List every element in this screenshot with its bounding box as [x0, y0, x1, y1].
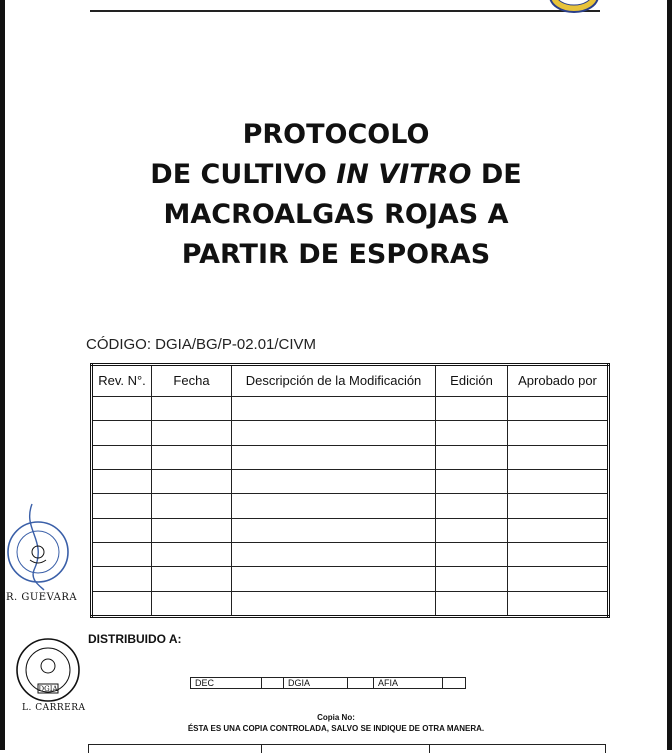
controlled-copy-notice: ÉSTA ES UNA COPIA CONTROLADA, SALVO SE INDIQUE DE OTRA MANERA.	[187, 724, 485, 733]
table-cell	[508, 518, 609, 542]
title-line-2-italic: IN VITRO	[336, 159, 472, 190]
table-row	[92, 469, 609, 493]
table-cell	[508, 567, 609, 591]
seal-stamp-guevara	[4, 500, 74, 592]
dist-cell-afia: AFIA	[374, 678, 443, 689]
table-cell	[232, 469, 436, 493]
table-cell	[508, 542, 609, 566]
table-cell	[508, 421, 609, 445]
table-cell	[232, 518, 436, 542]
table-row	[92, 567, 609, 591]
table-cell	[508, 445, 609, 469]
table-cell	[436, 567, 508, 591]
footer-signature-strip	[88, 744, 606, 753]
table-row	[92, 542, 609, 566]
dist-cell-check-3	[443, 678, 466, 689]
table-cell	[232, 421, 436, 445]
table-cell	[152, 445, 232, 469]
title-line-2	[0, 155, 672, 195]
table-cell	[508, 397, 609, 421]
table-cell	[436, 421, 508, 445]
document-code: CÓDIGO: DGIA/BG/P-02.01/CIVM	[86, 336, 317, 353]
table-cell	[92, 542, 152, 566]
table-cell	[232, 591, 436, 616]
title-line-2-post: DE	[471, 159, 522, 190]
table-cell	[152, 421, 232, 445]
table-row	[92, 397, 609, 421]
footer-divider-1	[261, 745, 262, 753]
seal-stamp-carrera	[14, 636, 84, 704]
document-title	[0, 115, 672, 275]
stamp1-name: R. GUEVARA	[6, 592, 78, 603]
table-row	[92, 591, 609, 616]
title-line-4: PARTIR DE ESPORAS	[181, 239, 491, 270]
table-cell	[232, 494, 436, 518]
title-line-3: MACROALGAS ROJAS A	[163, 199, 509, 230]
dist-cell-check-2	[348, 678, 374, 689]
table-cell	[436, 397, 508, 421]
table-cell	[92, 397, 152, 421]
table-cell	[92, 518, 152, 542]
revision-table	[90, 363, 610, 618]
table-cell	[92, 445, 152, 469]
table-cell	[508, 591, 609, 616]
institution-logo-icon	[548, 0, 608, 14]
scan-edge-left	[0, 0, 5, 750]
table-cell	[232, 397, 436, 421]
header-descripcion: Descripción de la Modificación	[232, 365, 436, 397]
table-row	[92, 518, 609, 542]
copy-number-label: Copia No:	[317, 713, 355, 722]
stamp2-center-text: DGIA	[38, 685, 58, 693]
title-line-2-pre: DE CULTIVO	[150, 159, 337, 190]
table-cell	[92, 421, 152, 445]
table-cell	[232, 567, 436, 591]
header-fecha: Fecha	[152, 365, 232, 397]
table-cell	[152, 494, 232, 518]
table-cell	[152, 591, 232, 616]
table-cell	[92, 591, 152, 616]
table-cell	[152, 567, 232, 591]
table-cell	[92, 494, 152, 518]
revision-table-header	[92, 365, 609, 397]
table-row	[92, 445, 609, 469]
table-cell	[436, 445, 508, 469]
dist-cell-dgia: DGIA	[284, 678, 348, 689]
table-cell	[232, 445, 436, 469]
table-cell	[232, 542, 436, 566]
table-cell	[436, 469, 508, 493]
header-aprobado: Aprobado por	[508, 365, 609, 397]
table-cell	[92, 469, 152, 493]
title-line-1: PROTOCOLO	[242, 119, 430, 150]
footer-divider-2	[429, 745, 430, 753]
revision-table-body	[92, 397, 609, 617]
table-cell	[152, 542, 232, 566]
scan-edge-right	[667, 0, 672, 750]
distribution-label: DISTRIBUIDO A:	[88, 632, 182, 646]
stamp2-name: L. CARRERA	[22, 703, 86, 713]
dist-cell-check-1	[262, 678, 284, 689]
table-row	[92, 421, 609, 445]
header-rev-no: Rev. N°.	[92, 365, 152, 397]
table-cell	[152, 518, 232, 542]
table-cell	[92, 567, 152, 591]
table-cell	[508, 469, 609, 493]
header-rule	[90, 10, 600, 12]
table-cell	[436, 494, 508, 518]
distribution-table	[190, 677, 466, 689]
header-edicion: Edición	[436, 365, 508, 397]
table-cell	[508, 494, 609, 518]
table-cell	[436, 518, 508, 542]
table-cell	[152, 397, 232, 421]
table-cell	[436, 591, 508, 616]
table-row	[92, 494, 609, 518]
dist-cell-dec: DEC	[191, 678, 262, 689]
table-cell	[152, 469, 232, 493]
table-cell	[436, 542, 508, 566]
